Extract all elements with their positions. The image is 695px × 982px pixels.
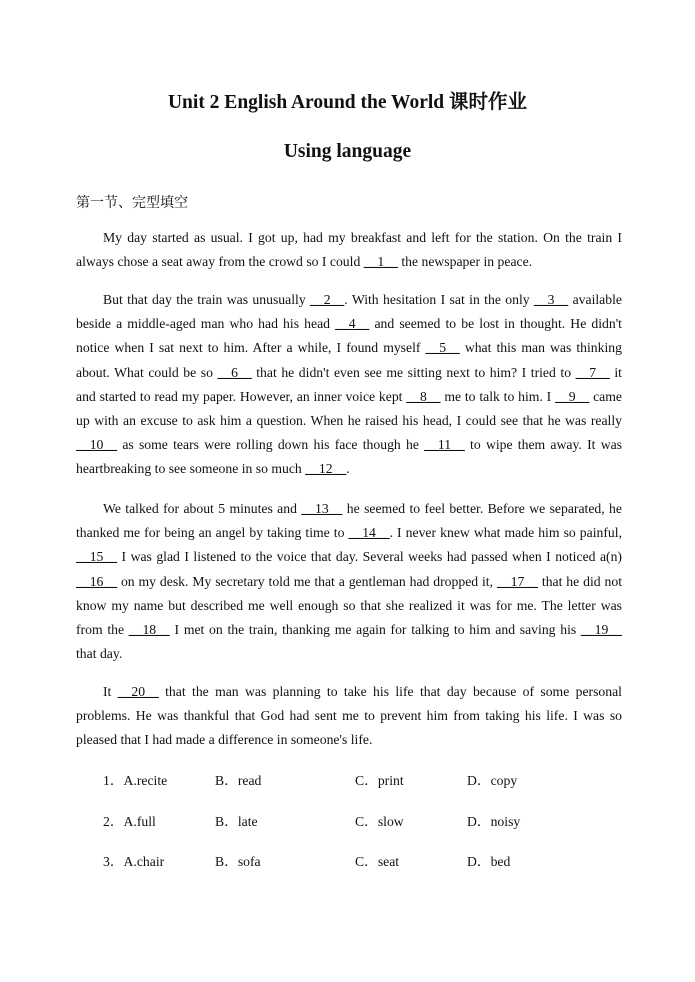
passage-text: that the man was planning to take his life that day because of some personal problems. He was thankful that God had sent me to prevent him from taking his life. I was so pleased that I had made a difference in someone's life.	[76, 684, 622, 748]
passage-text: .	[346, 461, 350, 477]
answer-blank: __15__	[76, 549, 118, 565]
answer-blank: __20__	[117, 684, 159, 699]
option-b: B．late	[215, 814, 258, 829]
passage-text: to wipe them away. It was heartbreaking to see someone in so much	[76, 437, 622, 477]
answer-blank: __17__	[496, 573, 538, 589]
passage-text: . With hesitation I sat in the only	[344, 292, 534, 307]
passage-text: and seemed to be lost in thought. He didn't notice when I sat next to him. After a while, I found myself	[76, 316, 622, 356]
passage-text: came up with an excuse to ask him a question. When he raised his head, I could see that he was really	[76, 388, 622, 429]
answer-blank: __10__	[76, 437, 118, 453]
passage-text: . I never knew what made him so painful,	[389, 525, 622, 541]
passage-text: We talked for about 5 minutes and	[103, 501, 302, 516]
answer-blank: __6__	[217, 364, 252, 380]
passage-paragraph-2	[76, 288, 622, 482]
passage-text: I was glad I listened to the voice that day. Several weeks had passed when I noticed a(n)	[117, 549, 622, 565]
answer-blank: __7__	[575, 364, 610, 380]
passage-text: But that day the train was unusually	[103, 292, 311, 307]
option-c: C．slow	[355, 814, 404, 829]
option-b: B．read	[215, 773, 262, 788]
answer-blank: __14__	[348, 525, 390, 541]
answer-blank: __4__	[335, 316, 370, 332]
answer-blank: __11__	[424, 437, 465, 453]
passage-text: what this man was thinking about. What could be so	[76, 340, 622, 380]
option-b: B．sofa	[215, 854, 261, 869]
option-a: 3．A.chair	[103, 854, 165, 869]
option-a: 2．A.full	[103, 814, 156, 829]
passage-text: that he didn't even see me sitting next to him? I tried to	[251, 364, 576, 380]
question-options-1	[0, 769, 695, 789]
answer-blank: __16__	[76, 573, 118, 589]
question-options-2	[0, 810, 695, 830]
passage-text: that day.	[76, 646, 123, 662]
answer-blank: __19__	[580, 622, 622, 638]
answer-blank: __3__	[533, 292, 569, 307]
passage-text: as some tears were rolling down his face though he	[117, 437, 425, 453]
section-heading: 第一节、完型填空	[76, 196, 188, 211]
passage-text: me to talk to him. I	[440, 388, 556, 404]
answer-blank: __12__	[305, 461, 347, 477]
page-subtitle: Using language	[283, 141, 412, 162]
answer-blank: __13__	[301, 501, 343, 516]
option-d: D．bed	[467, 854, 511, 869]
passage-paragraph-1	[76, 226, 622, 274]
passage-text: the newspaper in peace.	[397, 254, 533, 270]
passage-text: that he did not know my name but described me well enough so that she realized it was for me. The letter was from the	[76, 573, 622, 638]
passage-paragraph-4	[76, 680, 622, 753]
answer-blank: __9__	[555, 388, 590, 404]
answer-blank: __18__	[128, 622, 170, 638]
answer-blank: __5__	[425, 340, 460, 356]
option-a: 1．A.recite	[103, 773, 168, 788]
option-c: C．print	[355, 773, 404, 788]
passage-text: he seemed to feel better. Before we separated, he thanked me for being an angel by taking time to	[76, 501, 622, 541]
option-c: C．seat	[355, 854, 400, 869]
passage-text: it and started to read my paper. However, an inner voice kept	[76, 364, 622, 404]
option-d: D．noisy	[467, 814, 521, 829]
passage-text: available beside a middle-aged man who had his head	[76, 292, 622, 332]
passage-text: My day started as usual. I got up, had my breakfast and left for the station. On the train I always chose a seat away from the crowd so I could	[76, 230, 622, 270]
passage-text: on my desk. My secretary told me that a gentleman had dropped it,	[117, 573, 497, 589]
answer-blank: __1__	[363, 254, 398, 270]
passage-text: I met on the train, thanking me again for talking to him and saving his	[169, 622, 581, 638]
answer-blank: __2__	[310, 292, 345, 307]
question-options-3	[0, 850, 695, 870]
passage-text: It	[103, 684, 118, 699]
option-d: D．copy	[467, 773, 518, 788]
passage-paragraph-3	[76, 497, 622, 666]
page-title: Unit 2 English Around the World 课时作业	[167, 92, 528, 113]
answer-blank: __8__	[406, 388, 441, 404]
